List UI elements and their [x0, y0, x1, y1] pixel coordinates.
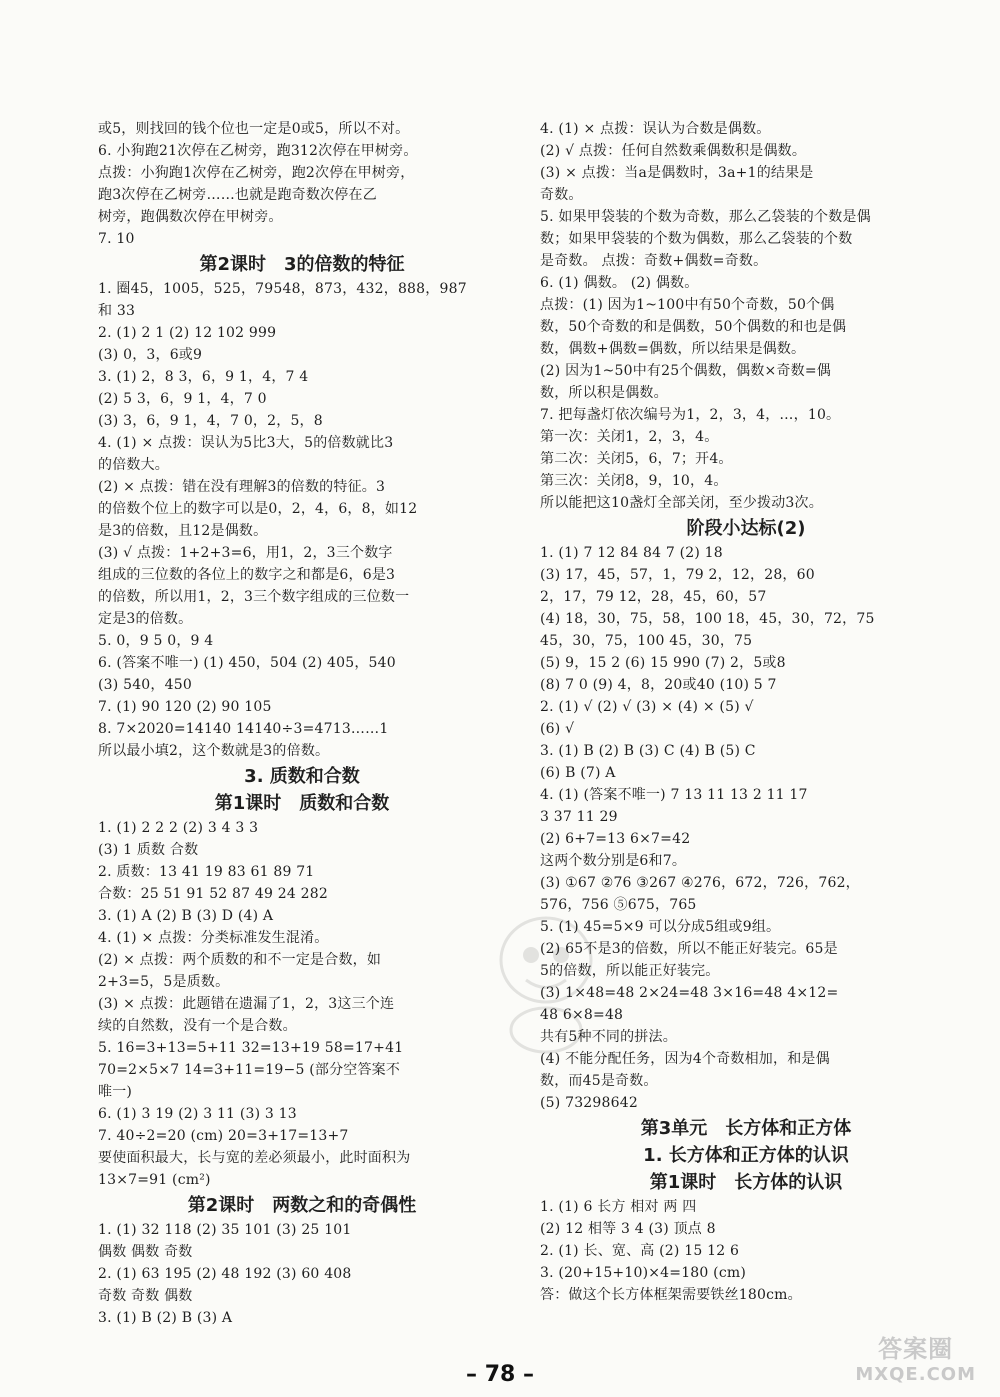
answer-line: 共有5种不同的拼法。	[540, 1029, 677, 1045]
answer-line: (3) 17，45，57，1，79 2，12，28，60	[540, 567, 815, 583]
answer-line: 2. 质数：13 41 19 83 61 89 71	[98, 864, 315, 880]
section-heading: 第3单元 长方体和正方体	[640, 1118, 852, 1139]
answer-line: 3. (20+15+10)×4=180 (cm)	[540, 1265, 747, 1281]
section-heading: 第2课时 两数之和的奇偶性	[187, 1195, 417, 1216]
answer-line: 跑3次停在乙树旁……也就是跑奇数次停在乙	[98, 187, 377, 203]
answer-line: (8) 7 0 (9) 4，8，20或40 (10) 5 7	[540, 677, 777, 693]
answer-line: (3) 1 质数 合数	[98, 842, 199, 858]
answer-line: 7. (1) 90 120 (2) 90 105	[98, 699, 272, 715]
section-heading: 1. 长方体和正方体的认识	[643, 1145, 849, 1166]
answer-line: 2，17，79 12，28，45，60，57	[540, 589, 767, 605]
answer-line: 第二次：关闭5，6，7；开4。	[540, 451, 733, 467]
answer-line: 续的自然数，没有一个是合数。	[98, 1018, 297, 1034]
answer-line: 3. (1) B (2) B (3) C (4) B (5) C	[540, 743, 756, 759]
answer-line: 1. (1) 2 2 2 (2) 3 4 3 3	[98, 820, 259, 836]
answer-line: 7. 40÷2=20 (cm) 20=3+17=13+7	[98, 1128, 349, 1144]
section-heading: 第1课时 长方体的认识	[649, 1172, 843, 1193]
answer-line: 7. 10	[98, 231, 135, 247]
answer-line: 3. (1) B (2) B (3) A	[98, 1310, 233, 1326]
answer-line: (3) √ 点拨：1+2+3=6，用1，2，3三个数字	[98, 545, 393, 561]
answer-line: (3) 1×48=48 2×24=48 3×16=48 4×12=	[540, 985, 839, 1001]
answer-line: 点拨：小狗跑1次停在乙树旁，跑2次停在甲树旁，	[98, 165, 415, 181]
answer-line: 组成的三位数的各位上的数字之和都是6，6是3	[98, 567, 396, 583]
answer-line: 是奇数。 点拨：奇数+偶数=奇数。	[540, 253, 768, 269]
answer-line: 是3的倍数，且12是偶数。	[98, 523, 268, 539]
answer-line: 4. (1) (答案不唯一) 7 13 11 13 2 11 17	[540, 787, 808, 803]
answer-line: 奇数。	[540, 187, 583, 203]
answer-line: (2) 12 相等 3 4 (3) 顶点 8	[540, 1221, 716, 1237]
answer-line: 5. 16=3+13=5+11 32=13+19 58=17+41	[98, 1040, 404, 1056]
answer-line: 45，30，75，100 45，30，75	[540, 633, 753, 649]
answer-line: 5. 如果甲袋装的个数为奇数，那么乙袋装的个数是偶	[540, 209, 871, 225]
section-heading: 3. 质数和合数	[244, 766, 360, 787]
answer-line: 13×7=91 (cm²)	[98, 1172, 211, 1188]
answer-line: 数，50个奇数的和是偶数，50个偶数的和也是偶	[540, 319, 847, 335]
answer-line: 或5，则找回的钱个位也一定是0或5，所以不对。	[98, 121, 410, 137]
answer-line: 树旁，跑偶数次停在甲树旁。	[98, 209, 283, 225]
answer-line: 的倍数个位上的数字可以是0，2，4，6，8，如12	[98, 501, 418, 517]
answer-line: 2. (1) 长、宽、高 (2) 15 12 6	[540, 1243, 740, 1259]
mascot-watermark-icon	[486, 905, 606, 1055]
answer-line: 2. (1) 63 195 (2) 48 192 (3) 60 408	[98, 1266, 352, 1282]
answer-line: 5的倍数，所以能正好装完。	[540, 963, 720, 979]
answer-line: (6) B (7) A	[540, 765, 616, 781]
answer-line: (3) 540，450	[98, 677, 192, 693]
answer-line: 3. (1) A (2) B (3) D (4) A	[98, 908, 274, 924]
answer-line: (3) × 点拨：当a是偶数时，3a+1的结果是	[540, 165, 814, 181]
watermark-line1: 答案圈	[878, 1335, 954, 1363]
answer-line: 4. (1) × 点拨：误认为5比3大，5的倍数就比3	[98, 435, 394, 451]
answer-line: (4) 18，30，75，58，100 18，45，30，72，75	[540, 611, 875, 627]
answer-line: 6. (答案不唯一) (1) 450，504 (2) 405，540	[98, 655, 396, 671]
answer-line: 2. (1) √ (2) √ (3) × (4) × (5) √	[540, 699, 754, 715]
answer-line: 2. (1) 2 1 (2) 12 102 999	[98, 325, 277, 341]
answer-line: 唯一)	[98, 1084, 133, 1100]
answer-line: 和 33	[98, 303, 136, 319]
answer-line: 576，756 ⑤675，765	[540, 897, 697, 913]
watermark-line2: MXQE.COM	[855, 1364, 976, 1385]
answer-line: (4) 不能分配任务，因为4个奇数相加，和是偶	[540, 1051, 830, 1067]
answer-line: (2) 5 3，6，9 1，4，7 0	[98, 391, 267, 407]
answer-line: 合数：25 51 91 52 87 49 24 282	[98, 886, 328, 902]
answer-line: (5) 73298642	[540, 1095, 638, 1111]
answer-line: (2) × 点拨：两个质数的和不一定是合数，如	[98, 952, 382, 968]
answer-line: 1. 圈45，1005，525，79548，873，432，888，987	[98, 281, 467, 297]
page-number: – 78 –	[466, 1362, 534, 1387]
answer-line: 数；如果甲袋装的个数为偶数，那么乙袋装的个数	[540, 231, 853, 247]
answer-line: 答：做这个长方体框架需要铁丝180cm。	[540, 1287, 802, 1303]
answer-line: 3. (1) 2，8 3，6，9 1，4，7 4	[98, 369, 309, 385]
answer-line: 1. (1) 7 12 84 84 7 (2) 18	[540, 545, 723, 561]
section-heading: 阶段小达标(2)	[686, 518, 806, 539]
answer-line: 48 6×8=48	[540, 1007, 624, 1023]
section-heading: 第2课时 3的倍数的特征	[199, 254, 405, 275]
answer-line: (2) × 点拨：错在没有理解3的倍数的特征。3	[98, 479, 386, 495]
answer-line: 点拨：(1) 因为1~100中有50个奇数，50个偶	[540, 297, 835, 313]
answer-line: (2) 因为1~50中有25个偶数，偶数×奇数=偶	[540, 363, 832, 379]
answer-line: 所以最小填2，这个数就是3的倍数。	[98, 743, 330, 759]
answer-line: 5. (1) 45=5×9 可以分成5组或9组。	[540, 919, 781, 935]
section-heading: 第1课时 质数和合数	[214, 793, 390, 814]
answer-line: 要使面积最大，长与宽的差必须最小，此时面积为	[98, 1150, 411, 1166]
answer-line: (2) 6+7=13 6×7=42	[540, 831, 691, 847]
right-column	[540, 118, 952, 1306]
answer-line: 的倍数大。	[98, 457, 169, 473]
answer-line: 奇数 奇数 偶数	[98, 1288, 193, 1304]
answer-line: 4. (1) × 点拨：误认为合数是偶数。	[540, 121, 771, 137]
answer-line: (3) 0，3，6或9	[98, 347, 203, 363]
answer-line: (6) √	[540, 721, 575, 737]
answer-line: 所以能把这10盏灯全部关闭，至少拨动3次。	[540, 495, 823, 511]
answer-line: 数，而45是奇数。	[540, 1073, 658, 1089]
answer-line: 偶数 偶数 奇数	[98, 1244, 193, 1260]
answer-line: 数，偶数+偶数=偶数，所以结果是偶数。	[540, 341, 806, 357]
site-watermark	[855, 1336, 976, 1388]
answer-line: 70=2×5×7 14=3+11=19−5 (部分空答案不	[98, 1062, 401, 1078]
answer-line: 8. 7×2020=14140 14140÷3=4713……1	[98, 721, 389, 737]
answer-line: 2+3=5，5是质数。	[98, 974, 230, 990]
answer-line: 1. (1) 6 长方 相对 两 四	[540, 1199, 697, 1215]
answer-line: (2) √ 点拨：任何自然数乘偶数积是偶数。	[540, 143, 807, 159]
answer-line: 这两个数分别是6和7。	[540, 853, 687, 869]
answer-line: 数，所以积是偶数。	[540, 385, 668, 401]
answer-line: (2) 65不是3的倍数，所以不能正好装完。65是	[540, 941, 838, 957]
answer-line: 3 37 11 29	[540, 809, 618, 825]
answer-line: 的倍数，所以用1，2，3三个数字组成的三位数一	[98, 589, 410, 605]
answer-line: (3) ①67 ②76 ③267 ④276，672，726，762，	[540, 875, 860, 891]
answer-line: 4. (1) × 点拨：分类标准发生混淆。	[98, 930, 329, 946]
answer-line: 1. (1) 32 118 (2) 35 101 (3) 25 101	[98, 1222, 352, 1238]
answer-line: 6. 小狗跑21次停在乙树旁，跑312次停在甲树旁。	[98, 143, 418, 159]
answer-line: 5. 0，9 5 0，9 4	[98, 633, 214, 649]
answer-line: 6. (1) 3 19 (2) 3 11 (3) 3 13	[98, 1106, 297, 1122]
answer-line: (3) 3，6，9 1，4，7 0，2，5，8	[98, 413, 323, 429]
answer-line: 7. 把每盏灯依次编号为1，2，3，4，…，10。	[540, 407, 841, 423]
left-column	[98, 118, 506, 1329]
answer-line: 6. (1) 偶数。 (2) 偶数。	[540, 275, 699, 291]
answer-line: 第三次：关闭8，9，10，4。	[540, 473, 728, 489]
answer-line: 定是3的倍数。	[98, 611, 193, 627]
answer-line: (3) × 点拨：此题错在遗漏了1，2，3这三个连	[98, 996, 395, 1012]
answer-line: (5) 9，15 2 (6) 15 990 (7) 2，5或8	[540, 655, 786, 671]
answer-line: 第一次：关闭1，2，3，4。	[540, 429, 719, 445]
